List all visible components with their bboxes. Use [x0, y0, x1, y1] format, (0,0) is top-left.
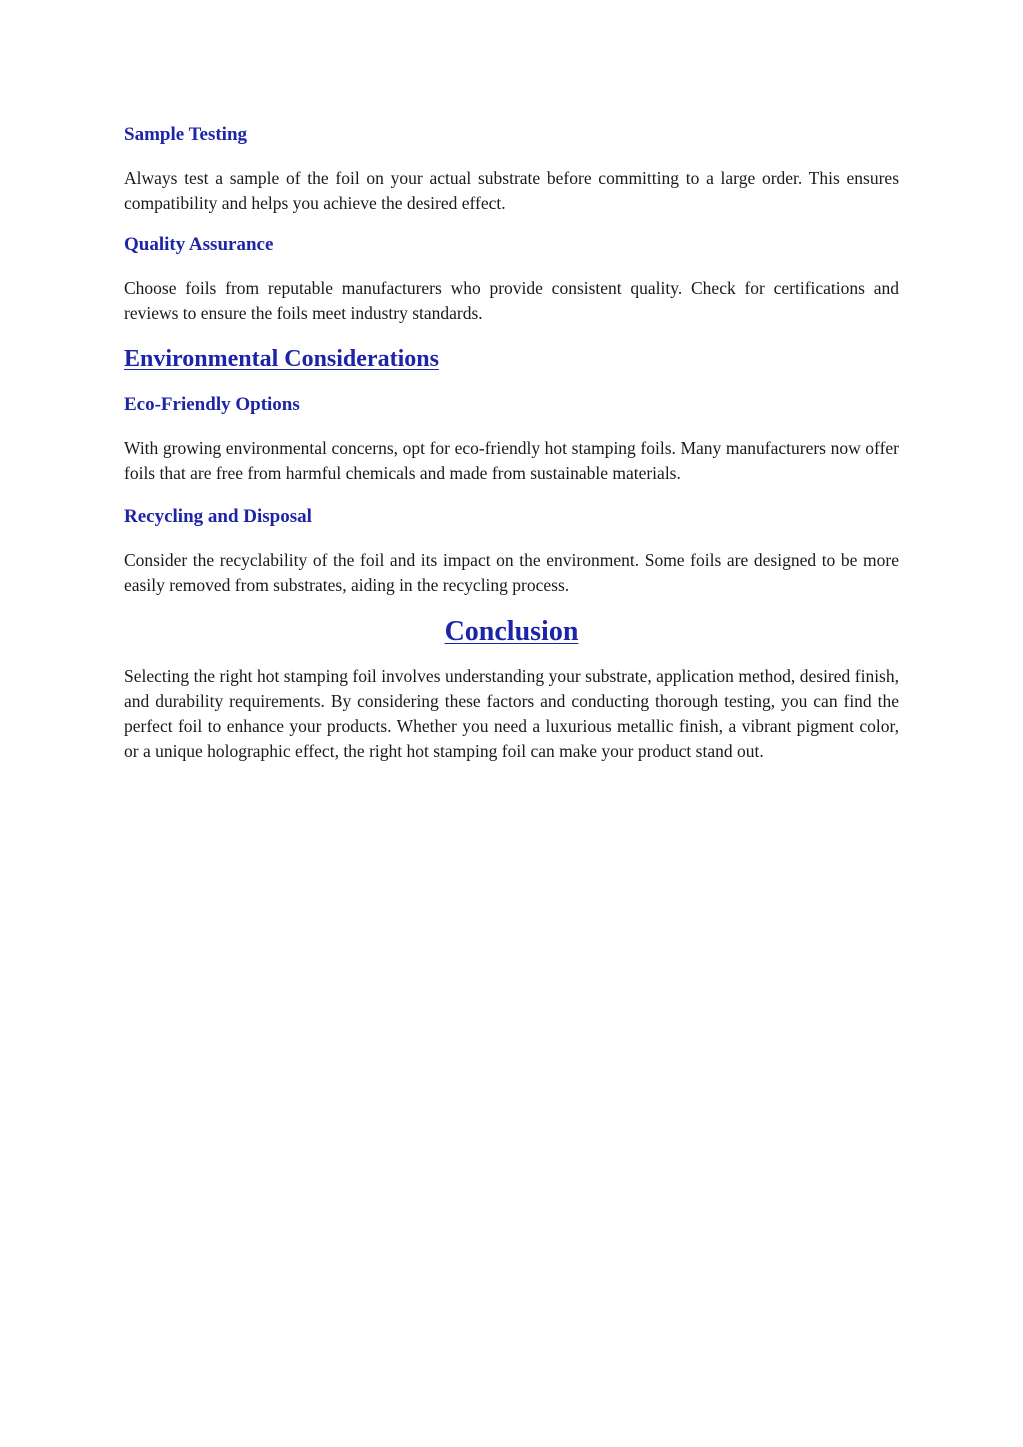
recycling-disposal-paragraph: Consider the recyclability of the foil and its impact on the environment. Some foils are designed to be more easily removed from substrates, aiding in the recycling process.	[124, 550, 899, 595]
document-page	[124, 122, 899, 764]
eco-friendly-options-paragraph: With growing environmental concerns, opt for eco-friendly hot stamping foils. Many manufacturers now offer foils that are free from harmful chemicals and made from sustainable materials.	[124, 438, 899, 483]
sample-testing-paragraph: Always test a sample of the foil on your actual substrate before committing to a large order. This ensures compatibility and helps you achieve the desired effect.	[124, 168, 899, 213]
sample-testing-heading: Sample Testing	[124, 124, 248, 145]
environmental-considerations-heading[interactable]: Environmental Considerations	[124, 346, 439, 372]
conclusion-heading[interactable]: Conclusion	[444, 616, 579, 647]
quality-assurance-heading: Quality Assurance	[124, 234, 274, 255]
eco-friendly-options-heading: Eco-Friendly Options	[124, 394, 300, 415]
recycling-disposal-heading: Recycling and Disposal	[124, 506, 312, 527]
quality-assurance-paragraph: Choose foils from reputable manufacturers who provide consistent quality. Check for certifications and reviews to ensure the foils meet industry standards.	[124, 278, 899, 323]
conclusion-paragraph: Selecting the right hot stamping foil involves understanding your substrate, application method, desired finish, and durability requirements. By considering these factors and conducting thorough testing, you can find the perfect foil to enhance your products. Whether you need a luxurious metallic finish, a vibrant pigment color, or a unique holographic effect, the right hot stamping foil can make your product stand out.	[124, 666, 899, 761]
